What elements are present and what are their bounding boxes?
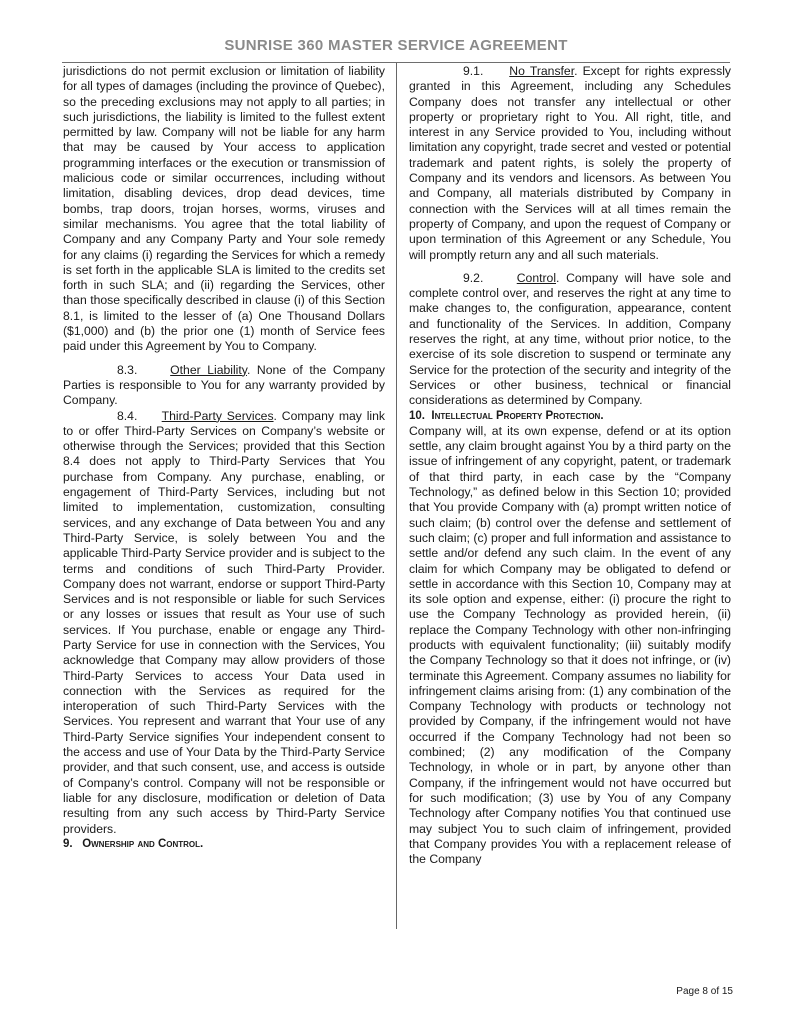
section-9-number: 9. xyxy=(63,837,73,850)
section-9-title: Ownership and Control. xyxy=(82,837,204,850)
section-9-1-number: 9.1. xyxy=(463,64,484,78)
section-9-2-text: . Company will have sole and complete control over, and reserves the right at any time to make changes to, the configuration, appearance, content and functionality of the Services. In addition, Company reserves the right, at any time, without prior notice, to the exercise of its sole discretion to suspend or terminate any Service for the protection of the security and integrity of the Services or other business, technical or financial considerations as determined by Company. xyxy=(409,270,731,408)
section-9-2 xyxy=(409,271,731,409)
section-9-2-caption: Control xyxy=(516,270,557,285)
document-header xyxy=(60,37,732,55)
right-column xyxy=(409,64,731,867)
section-8-1-continuation: jurisdictions do not permit exclusion or limitation of liability for all types of damages (including the province of Quebec), so the preceding exclusions may not apply to all parties; in such jurisdictions, the liability is limited to the fullest extent permitted by law. Company will not be liable for any harm that may be caused by Your access to application programming interfaces or the execution or transmission of malicious code or similar occurrences, including without limitation, disabling devices, drop dead devices, time bombs, trap doors, trojan horses, worms, viruses and similar mechanisms. You agree that the total liability of Company and any Company Party and Your sole remedy for any claims (i) regarding the Services for which a remedy is set forth in the applicable SLA is limited to the credits set forth in such SLA; and (ii) regarding the Services, other than those specifically described in clause (i) of this Section 8.1, is limited to the lesser of (a) One Thousand Dollars ($1,000) and (b) the prior one (1) month of Service fees paid under this Agreement by You to Company. xyxy=(63,64,385,354)
section-8-4-caption: Third-Party Services xyxy=(161,408,274,423)
section-9-1-caption: No Transfer xyxy=(509,64,575,78)
column-divider xyxy=(396,63,397,929)
section-8-4-text: . Company may link to or offer Third-Party Services on Company’s website or otherwise through the Services; provided that this Section 8.4 does not apply to Third-Party Services that You purchase from Company. Any purchase, enabling, or engagement of Third-Party Services, including but not limited to implementation, customization, consulting services, and any exchange of Data between You and any Third-Party Service, is solely between You and the applicable Third-Party Service provider and is subject to the terms and conditions of such Third-Party Provider. Company does not warrant, endorse or support Third-Party Services and is not responsible or liable for such Services or any losses or issues that result as Your use of such services. If You purchase, enable or engage any Third-Party Service for use in connection with the Services, You acknowledge that Company may allow providers of those Third-Party Services to access Your Data used in connection with the Services as required for the interoperation of such Third-Party Services with the Services. You represent and warrant that Your use of any Third-Party Service signifies Your independent consent to the access and use of Your Data by the Third-Party Service provider, and that such consent, use, and access is outside of Company’s control. Company will not be responsible or liable for any disclosure, modification or deletion of Data resulting from any such access by Third-Party Service providers. xyxy=(63,408,385,836)
section-10-body: Company will, at its own expense, defend or at its option settle, any claim brought against You by a third party on the issue of infringement of any copyright, patent, or trademark of that third party, in each case by the “Company Technology,” as defined below in this Section 10; provided that You provide Company with (a) prompt written notice of such claim; (b) control over the defense and settlement of such claim; (c) proper and full information and assistance to settle and/or defend any such claim. In the event of any claim for which Company may be obligated to defend or settle in accordance with this Section 10, Company may at its sole option and expense, either: (i) procure the right to use the Company Technology as provided herein, (ii) replace the Company Technology with other non-infringing products with equivalent functionality; (iii) suitably modify the Company Technology so that it does not infringe, or (iv) terminate this Agreement. Company assumes no liability for infringement claims arising from: (1) any combination of the Company Technology with products or technology not provided by Company, if the infringement would not have occurred if the Company Technology had not been so combined; (2) any modification of the Company Technology, in whole or in part, by anyone other than Company, if the infringement would not have occurred but for such modification; (3) use by You of any Company Technology after Company notifies You that continued use may subject You to such claim of infringement, provided that Company provides You with a replacement release of the Company xyxy=(409,423,731,867)
left-column xyxy=(63,64,385,852)
section-10-number: 10. xyxy=(409,409,425,422)
section-9-2-number: 9.2. xyxy=(463,270,484,285)
section-8-3-text: . None of the Company Parties is responsible to You for any warranty provided by Company. xyxy=(63,362,386,408)
section-8-3-caption: Other Liability xyxy=(170,362,247,377)
section-10-title: Intellectual Property Protection. xyxy=(431,409,604,422)
section-9-heading xyxy=(63,837,385,852)
section-10-heading xyxy=(409,409,731,424)
section-8-3 xyxy=(63,363,385,409)
page-number: Page 8 of 15 xyxy=(676,986,733,997)
document-title: SUNRISE 360 MASTER SERVICE AGREEMENT xyxy=(224,37,568,54)
section-8-4-number: 8.4. xyxy=(117,408,138,423)
section-9-1-text: . Except for rights expressly granted in this Agreement, including any Schedules Company does not transfer any intellectual or other property or proprietary right to You. All right, title, and interest in any Service provided to You, including without limitation any copyright, trade secret and vested or potential trademark and patent rights, is solely the property of Company and its vendors and licensors. As between You and Company, all materials distributed by Company in connection with the Services will at all times remain the property of Company, and upon the request of Company or upon termination of this Agreement or any Schedule, You will promptly return any and all such materials. xyxy=(409,64,731,262)
section-8-3-number: 8.3. xyxy=(117,362,138,377)
section-9-1 xyxy=(409,64,731,263)
section-8-4 xyxy=(63,409,385,837)
